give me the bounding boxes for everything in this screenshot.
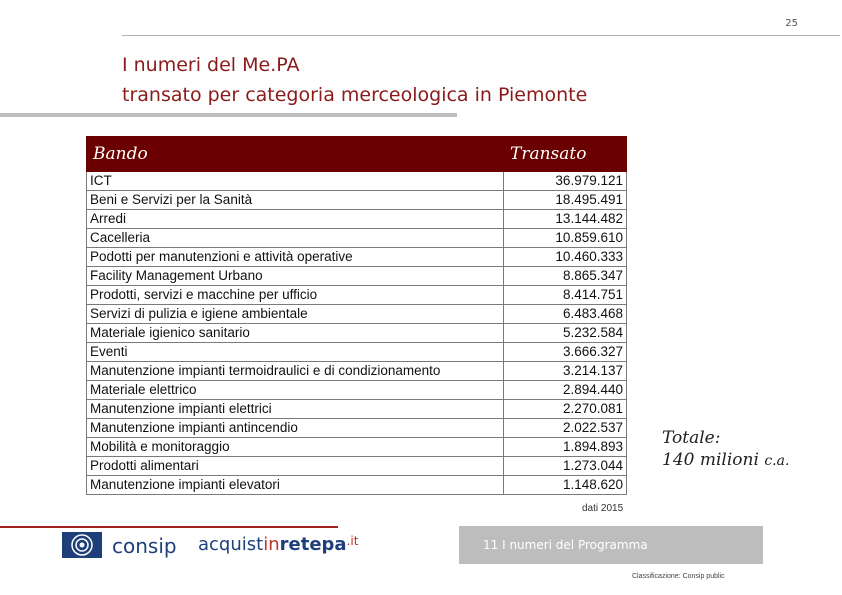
cell-transato: 2.022.537 <box>504 419 627 438</box>
table-row <box>87 305 627 324</box>
cell-bando: Mobilità e monitoraggio <box>87 438 504 457</box>
total-amount: 140 milioni <box>662 450 759 470</box>
table-row <box>87 267 627 286</box>
consip-logo-text: consip <box>112 534 177 558</box>
table-row <box>87 286 627 305</box>
cell-transato: 1.894.893 <box>504 438 627 457</box>
transato-table <box>86 136 627 495</box>
page-title: I numeri del Me.PA <box>122 54 300 76</box>
logo-part-3: retepa <box>279 534 347 555</box>
table-row <box>87 438 627 457</box>
consip-logo-icon <box>62 532 102 558</box>
cell-bando: Facility Management Urbano <box>87 267 504 286</box>
table-row <box>87 229 627 248</box>
cell-bando: Manutenzione impianti termoidraulici e di condizionamento <box>87 362 504 381</box>
cell-transato: 8.865.347 <box>504 267 627 286</box>
cell-transato: 1.273.044 <box>504 457 627 476</box>
cell-transato: 2.270.081 <box>504 400 627 419</box>
footer-section-box <box>459 526 763 564</box>
source-note: dati 2015 <box>582 503 624 514</box>
cell-transato: 13.144.482 <box>504 210 627 229</box>
cell-transato: 5.232.584 <box>504 324 627 343</box>
cell-bando: Beni e Servizi per la Sanità <box>87 191 504 210</box>
table-row <box>87 324 627 343</box>
table-row <box>87 381 627 400</box>
table-row <box>87 419 627 438</box>
total-label: Totale: <box>662 428 721 448</box>
cell-bando: Cacelleria <box>87 229 504 248</box>
classification-note: Classificazione: Consip public <box>632 573 725 580</box>
cell-transato: 10.460.333 <box>504 248 627 267</box>
header-transato: Transato <box>504 137 627 172</box>
logo-part-1: acquist <box>198 534 264 555</box>
table-row <box>87 400 627 419</box>
cell-bando: Manutenzione impianti elevatori <box>87 476 504 495</box>
cell-transato: 10.859.610 <box>504 229 627 248</box>
table-row <box>87 248 627 267</box>
cell-transato: 36.979.121 <box>504 172 627 191</box>
cell-bando: Manutenzione impianti antincendio <box>87 419 504 438</box>
table-row <box>87 457 627 476</box>
cell-transato: 3.214.137 <box>504 362 627 381</box>
cell-transato: 8.414.751 <box>504 286 627 305</box>
page-number: 25 <box>785 18 798 29</box>
cell-bando: Eventi <box>87 343 504 362</box>
table-row <box>87 191 627 210</box>
total-suffix: c.a. <box>764 453 790 469</box>
logo-part-4: .it <box>346 534 359 548</box>
cell-transato: 3.666.327 <box>504 343 627 362</box>
table-body <box>87 172 627 495</box>
header-bando: Bando <box>87 137 504 172</box>
cell-transato: 18.495.491 <box>504 191 627 210</box>
cell-transato: 6.483.468 <box>504 305 627 324</box>
footer-section-label: 11 I numeri del Programma <box>483 538 648 552</box>
total-value <box>662 450 789 470</box>
table-row <box>87 210 627 229</box>
page-subtitle: transato per categoria merceologica in Piemonte <box>122 84 588 106</box>
table-row <box>87 172 627 191</box>
cell-transato: 1.148.620 <box>504 476 627 495</box>
cell-bando: Manutenzione impianti elettrici <box>87 400 504 419</box>
cell-bando: Materiale igienico sanitario <box>87 324 504 343</box>
table-header-row <box>87 137 627 172</box>
acquistinretepa-logo <box>198 534 358 555</box>
cell-bando: ICT <box>87 172 504 191</box>
title-divider <box>0 113 457 117</box>
table-row <box>87 343 627 362</box>
cell-bando: Podotti per manutenzioni e attività operative <box>87 248 504 267</box>
footer-divider <box>0 526 338 528</box>
table-row <box>87 362 627 381</box>
top-divider <box>122 35 840 36</box>
cell-bando: Arredi <box>87 210 504 229</box>
cell-bando: Prodotti, servizi e macchine per ufficio <box>87 286 504 305</box>
cell-bando: Servizi di pulizia e igiene ambientale <box>87 305 504 324</box>
transato-table-container <box>86 136 627 495</box>
table-row <box>87 476 627 495</box>
cell-bando: Materiale elettrico <box>87 381 504 400</box>
logo-part-2: in <box>263 534 280 555</box>
cell-bando: Prodotti alimentari <box>87 457 504 476</box>
cell-transato: 2.894.440 <box>504 381 627 400</box>
